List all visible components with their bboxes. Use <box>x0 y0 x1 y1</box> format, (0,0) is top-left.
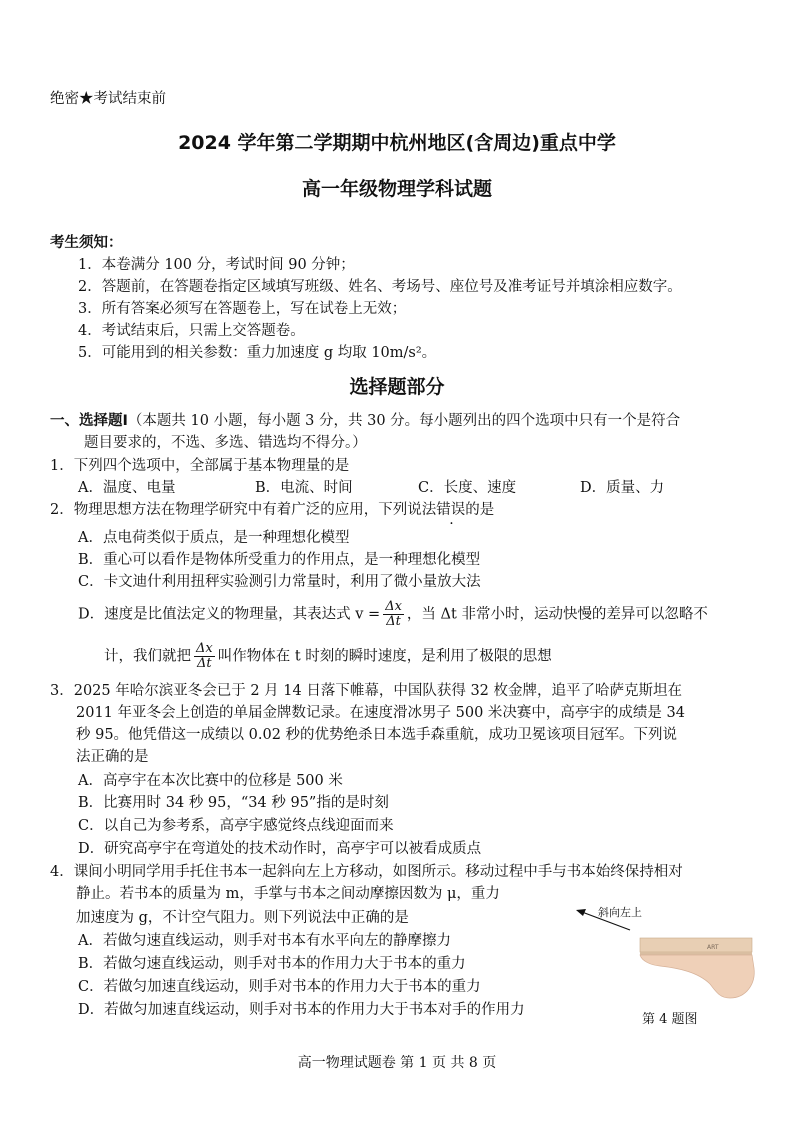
fraction-denominator: Δt <box>197 656 212 671</box>
arrow-head-icon <box>576 909 586 916</box>
q3-option-c: C．以自己为参考系，高亭宇感觉终点线迎面而来 <box>78 818 394 834</box>
q2-option-d <box>78 600 708 629</box>
q3-stem-line: 秒 95。他凭借这一成绩以 0.02 秒的优势绝杀日本选手森重航，成功卫冕该项目冠军。下列说 <box>76 727 678 743</box>
q4-option-c: C．若做匀加速直线运动，则手对书本的作用力大于书本的重力 <box>78 979 481 995</box>
q4-option-a: A．若做匀速直线运动，则手对书本有水平向左的静摩擦力 <box>78 933 451 949</box>
q4-stem-line: 静止。若书本的质量为 m，手掌与书本之间动摩擦因数为 μ，重力 <box>76 886 500 902</box>
section-title: 选择题部分 <box>349 376 445 398</box>
notice-item: 1．本卷满分 100 分，考试时间 90 分钟； <box>78 257 355 273</box>
q2-stem <box>50 499 494 521</box>
q2-stem-pre: 2．物理思想方法在物理学研究中有着广泛的应用，下列说法 <box>50 502 437 518</box>
q2-option-c: C．卡文迪什利用扭秤实验测引力常量时，利用了微小量放大法 <box>78 574 481 590</box>
q3-option-b: B．比赛用时 34 秒 95，“34 秒 95”指的是时刻 <box>78 795 389 811</box>
velocity-fraction <box>194 642 215 671</box>
book-bottom <box>640 952 752 955</box>
fraction-numerator: Δx <box>196 641 213 656</box>
q2-option-d-cont <box>104 642 552 671</box>
q2-option-d-pre: D．速度是比值法定义的物理量，其表达式 v = <box>78 606 381 623</box>
page-footer: 高一物理试题卷 第 1 页 共 8 页 <box>297 1055 497 1071</box>
arrow-label: 斜向左上 <box>598 906 642 919</box>
q3-option-a: A．高亭宇在本次比赛中的位移是 500 米 <box>78 773 343 789</box>
q1-option-d: D．质量、力 <box>580 480 665 496</box>
q1-option-a: A．温度、电量 <box>78 480 176 496</box>
q3-stem-line: 法正确的是 <box>76 749 149 765</box>
q2-option-d2-post: 叫作物体在 t 时刻的瞬时速度，是利用了极限的思想 <box>217 648 552 665</box>
q4-option-b: B．若做匀速直线运动，则手对书本的作用力大于书本的重力 <box>78 956 466 972</box>
part1-label: 一、选择题Ⅰ <box>50 413 128 429</box>
q3-stem-line: 3．2025 年哈尔滨亚冬会已于 2 月 14 日落下帷幕，中国队获得 32 枚金牌，追平了哈萨克斯坦在 <box>50 683 683 699</box>
fraction-denominator: Δt <box>386 614 401 629</box>
q1-option-b: B．电流、时间 <box>255 480 353 496</box>
part1-desc-cont: 题目要求的，不选、多选、错选均不得分。） <box>84 435 367 451</box>
q2-stem-post: 的是 <box>465 502 495 518</box>
notice-item: 3．所有答案必须写在答题卷上，写在试卷上无效； <box>78 301 407 317</box>
exam-subtitle: 高一年级物理学科试题 <box>301 178 492 200</box>
q2-stem-emphasis: 错误 <box>436 502 466 518</box>
q2-option-d-mid: ，当 Δt 非常小时，运动快慢的差异可以忽略不 <box>406 606 708 623</box>
part1-intro <box>50 410 680 432</box>
q2-option-d2-pre: 计，我们就把 <box>104 648 191 665</box>
notice-item: 2．答题前，在答题卷指定区域填写班级、姓名、考场号、座位号及准考证号并填涂相应数字。 <box>78 279 682 295</box>
q4-stem-line: 加速度为 g，不计空气阻力。则下列说法中正确的是 <box>76 910 409 926</box>
book-text: ART <box>707 944 719 951</box>
q3-stem-line: 2011 年亚冬会上创造的单届金牌数记录。在速度滑冰男子 500 米决赛中，高亭宇的成绩是 34 <box>76 705 685 721</box>
part1-desc: （本题共 10 小题，每小题 3 分，共 30 分。每小题列出的四个选项中只有一个是符合 <box>127 413 681 429</box>
velocity-fraction <box>383 600 404 629</box>
q4-figure <box>570 898 760 1028</box>
secret-label: 绝密★考试结束前 <box>50 91 166 107</box>
q4-stem-line: 4．课间小明同学用手托住书本一起斜向左上方移动，如图所示。移动过程中手与书本始终保持相对 <box>50 864 683 880</box>
q4-option-d: D．若做匀加速直线运动，则手对书本的作用力大于书本对手的作用力 <box>78 1002 525 1018</box>
q1-option-c: C．长度、速度 <box>418 480 517 496</box>
notice-item: 5．可能用到的相关参数：重力加速度 g 均取 10m/s²。 <box>78 345 437 361</box>
q1-stem: 1．下列四个选项中，全部属于基本物理量的是 <box>50 458 350 474</box>
q2-option-a: A．点电荷类似于质点，是一种理想化模型 <box>78 530 350 546</box>
hand-shape <box>640 955 754 998</box>
q3-option-d: D．研究高亭宇在弯道处的技术动作时，高亭宇可以被看成质点 <box>78 841 482 857</box>
fraction-numerator: Δx <box>385 599 402 614</box>
exam-title: 2024 学年第二学期期中杭州地区(含周边)重点中学 <box>178 132 616 154</box>
notice-heading: 考生须知： <box>50 235 123 251</box>
book-shape <box>640 938 752 952</box>
notice-item: 4．考试结束后，只需上交答题卷。 <box>78 323 305 339</box>
figure-caption: 第 4 题图 <box>642 1012 698 1027</box>
q2-option-b: B．重心可以看作是物体所受重力的作用点，是一种理想化模型 <box>78 552 481 568</box>
